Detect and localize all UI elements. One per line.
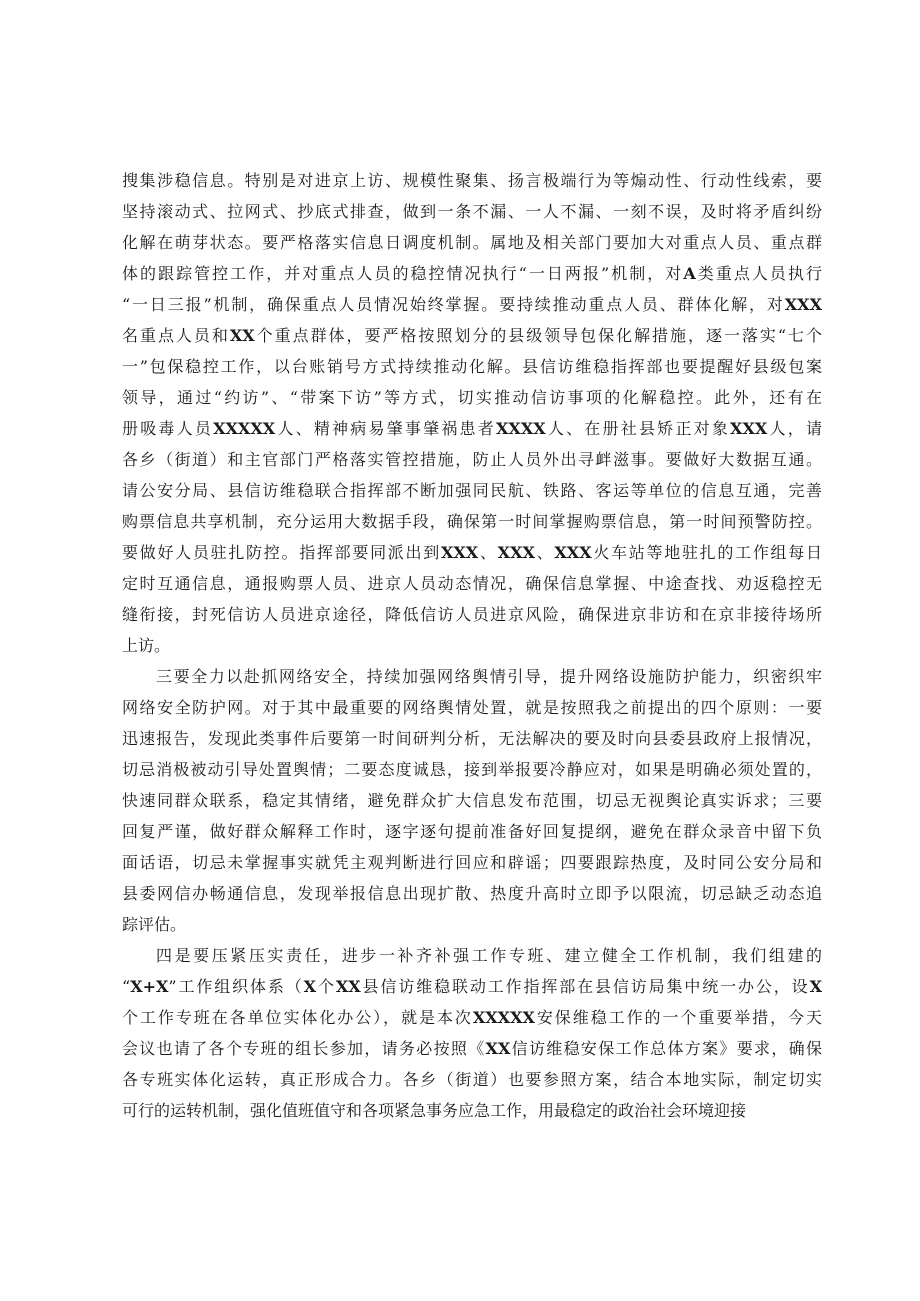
text-line: “一日三报”机制，确保重点人员情况始终掌握。要持续推动重点人员、群体化解，对XXX (122, 295, 822, 314)
text-line: 切忌消极被动引导处置舆情；二要态度诚恳，接到举报要冷静应对，如果是明确必须处置的， (122, 760, 822, 779)
text-line: 缝衔接，封死信访人员进京途径，降低信访人员进京风险，确保进京非访和在京非接待场所 (122, 605, 822, 624)
text-line: 搜集涉稳信息。特别是对进京上访、规模性聚集、扬言极端行为等煽动性、行动性线索，要 (122, 171, 822, 190)
text-line: 各乡（街道）和主官部门严格落实管控措施，防止人员外出寻衅滋事。要做好大数据互通。 (122, 450, 822, 469)
text-line: 踪评估。 (122, 915, 187, 934)
text-line: 会议也请了各个专班的组长参加，请务必按照《XX信访维稳安保工作总体方案》要求，确保 (122, 1039, 822, 1058)
text-line: 网络安全防护网。对于其中最重要的网络舆情处置，就是按照我之前提出的四个原则：一要 (122, 698, 822, 717)
text-line: 名重点人员和XX个重点群体，要严格按照划分的县级领导包保化解措施，逐一落实“七个 (122, 326, 822, 345)
text-line: 要做好人员驻扎防控。指挥部要同派出到XXX、XXX、XXX火车站等地驻扎的工作组每日 (122, 543, 822, 562)
text-line: 定时互通信息，通报购票人员、进京人员动态情况，确保信息掌握、中途查找、劝返稳控无 (122, 574, 822, 593)
text-line: 各专班实体化运转，真正形成合力。各乡（街道）也要参照方案，结合本地实际，制定切实 (122, 1070, 822, 1089)
text-line: 四是要压紧压实责任，进步一补齐补强工作专班、建立健全工作机制，我们组建的 (156, 946, 822, 965)
text-line: 一”包保稳控工作，以台账销号方式持续推动化解。县信访维稳指挥部也要提醒好县级包案 (122, 357, 822, 376)
text-line: 请公安分局、县信访维稳联合指挥部不断加强同民航、铁路、客运等单位的信息互通，完善 (122, 481, 822, 500)
text-line: 面话语，切忌未掌握事实就凭主观判断进行回应和辟谣；四要跟踪热度，及时同公安分局和 (122, 853, 822, 872)
text-line: 购票信息共享机制，充分运用大数据手段，确保第一时间掌握购票信息，第一时间预警防控。 (122, 512, 822, 531)
paragraph-2 (122, 661, 822, 940)
text-line: 册吸毒人员XXXXX人、精神病易肇事肇祸患者XXXX人、在册社县矫正对象XXX人，请 (122, 419, 822, 438)
text-line: 三要全力以赴抓网络安全，持续加强网络舆情引导，提升网络设施防护能力，织密织牢 (156, 667, 822, 686)
document-body (122, 165, 822, 1126)
text-line: 快速同群众联系，稳定其情绪，避免群众扩大信息发布范围，切忌无视舆论真实诉求；三要 (122, 791, 822, 810)
text-line: “X+X”工作组织体系（X个XX县信访维稳联动工作指挥部在县信访局集中统一办公，设X (122, 977, 822, 996)
text-line: 体的跟踪管控工作，并对重点人员的稳控情况执行“一日两报”机制，对A类重点人员执行 (122, 264, 822, 283)
text-line: 坚持滚动式、拉网式、抄底式排查，做到一条不漏、一人不漏、一刻不误，及时将矛盾纠纷 (122, 202, 822, 221)
paragraph-1 (122, 165, 822, 661)
text-line: 化解在萌芽状态。要严格落实信息日调度机制。属地及相关部门要加大对重点人员、重点群 (122, 233, 822, 252)
text-line: 迅速报告，发现此类事件后要第一时间研判分析，无法解决的要及时向县委县政府上报情况， (122, 729, 822, 748)
text-line: 领导，通过“约访”、“带案下访”等方式，切实推动信访事项的化解稳控。此外，还有在 (122, 388, 822, 407)
text-line: 可行的运转机制，强化值班值守和各项紧急事务应急工作，用最稳定的政治社会环境迎接 (122, 1101, 747, 1120)
text-line: 县委网信办畅通信息，发现举报信息出现扩散、热度升高时立即予以限流，切忌缺乏动态追 (122, 884, 822, 903)
paragraph-3 (122, 940, 822, 1126)
text-line: 回复严谨，做好群众解释工作时，逐字逐句提前准备好回复提纲，避免在群众录音中留下负 (122, 822, 822, 841)
text-line: 个工作专班在各单位实体化办公），就是本次XXXXX安保维稳工作的一个重要举措，今天 (122, 1008, 822, 1027)
text-line: 上访。 (122, 636, 171, 655)
